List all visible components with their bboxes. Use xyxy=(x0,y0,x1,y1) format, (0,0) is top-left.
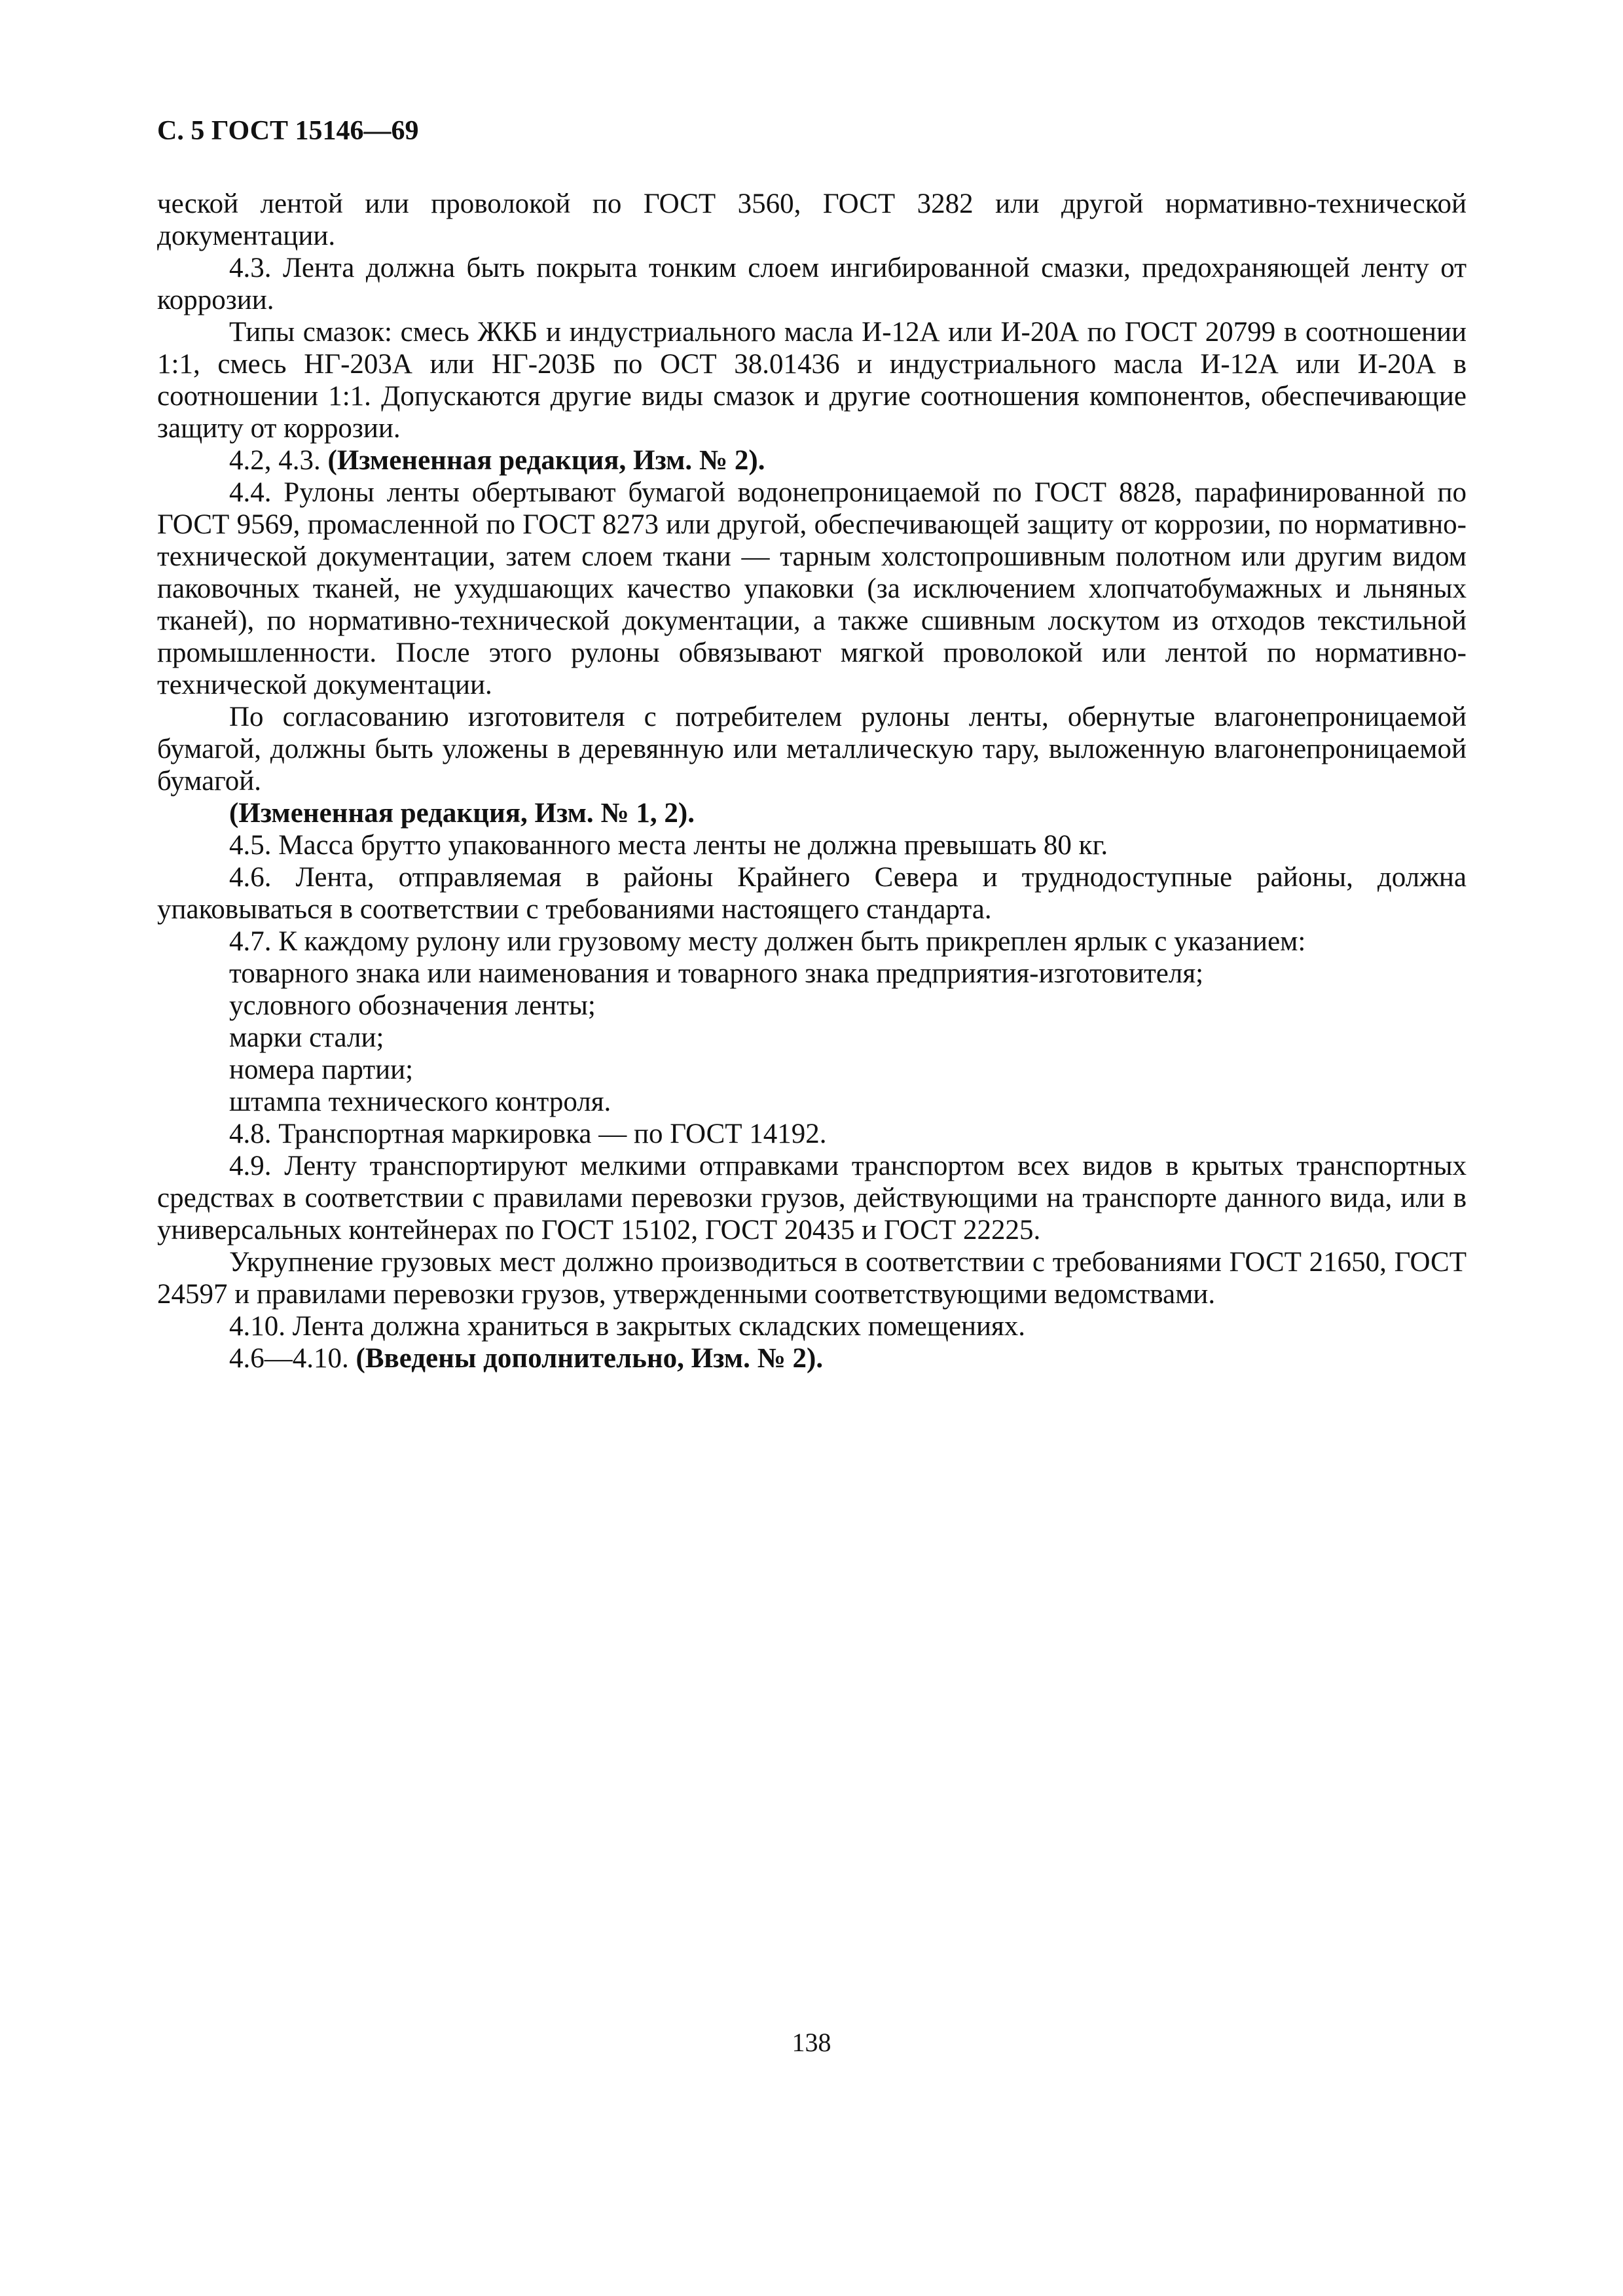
paragraph-4-9: 4.9. Ленту транспортируют мелкими отправками транспортом всех видов в крытых транспортных средствах в соответствии с правилами перевозки грузов, действующими на транспорте данного вида, или в универсальных контейнерах по ГОСТ 15102, ГОСТ 20435 и ГОСТ 22225. xyxy=(157,1151,1467,1246)
paragraph-4-7: 4.7. К каждому рулону или грузовому месту должен быть прикреплен ярлык с указанием: xyxy=(229,926,1306,957)
paragraph-lubricant-types: Типы смазок: смесь ЖКБ и индустриального масла И-12А или И-20А по ГОСТ 20799 в соотношении 1:1, смесь НГ-203А или НГ-203Б по ОСТ 38.01436 и индустриального масла И-12А или И-20А в соотношении 1:1. Допускаются другие виды смазок и другие соотношения компонентов, обеспечивающие защиту от коррозии. xyxy=(157,317,1467,444)
list-item: условного обозначения ленты; xyxy=(229,990,596,1021)
paragraph-packaging-agreement: По согласованию изготовителя с потребителем рулоны ленты, обернутые влагонепроницаемой бумагой, должны быть уложены в деревянную или металлическую тару, выложенную влагонепроницаемой бумагой. xyxy=(157,702,1467,797)
paragraph-continuation: ческой лентой или проволокой по ГОСТ 3560, ГОСТ 3282 или другой нормативно-технической документации. xyxy=(157,188,1467,251)
paragraph-4-3: 4.3. Лента должна быть покрыта тонким слоем ингибированной смазки, предохраняющей ленту от коррозии. xyxy=(157,253,1467,315)
amendment-ref: 4.2, 4.3. xyxy=(229,445,328,476)
amendment-text: (Измененная редакция, Изм. № 2). xyxy=(327,445,765,476)
page-number: 138 xyxy=(792,2028,831,2057)
amendment-note-1-2 xyxy=(157,797,1467,829)
list-item: штампа технического контроля. xyxy=(229,1086,611,1117)
list-item: марки стали; xyxy=(229,1022,384,1053)
paragraph-consolidation: Укрупнение грузовых мест должно производиться в соответствии с требованиями ГОСТ 21650, ГОСТ 24597 и правилами перевозки грузов, утвержденными соответствующими ведомствами. xyxy=(157,1247,1467,1310)
document-body xyxy=(157,188,1467,1374)
list-item: номера партии; xyxy=(229,1054,414,1085)
amendment-note-4-2-4-3 xyxy=(157,444,1467,476)
paragraph-4-10: 4.10. Лента должна храниться в закрытых складских помещениях. xyxy=(229,1311,1026,1342)
page-header: С. 5 ГОСТ 15146—69 xyxy=(157,116,419,146)
paragraph-4-4: 4.4. Рулоны ленты обертывают бумагой водонепроницаемой по ГОСТ 8828, парафинированной по ГОСТ 9569, промасленной по ГОСТ 8273 или другой, обеспечивающей защиту от коррозии, по нормативно-технической документации, затем слоем ткани — тарным холстопрошивным полотном или другим видом паковочных тканей, не ухудшающих качество упаковки (за исключением хлопчатобумажных и льняных тканей), по нормативно-технической документации, а также сшивным лоскутом из отходов текстильной промышленности. После этого рулоны обвязывают мягкой проволокой или лентой по нормативно-технической документации. xyxy=(157,477,1467,700)
paragraph-4-6: 4.6. Лента, отправляемая в районы Крайнего Севера и труднодоступные районы, должна упаковываться в соответствии с требованиями настоящего стандарта. xyxy=(157,862,1467,925)
amendment-ref: 4.6—4.10. xyxy=(229,1343,356,1374)
list-item: товарного знака или наименования и товарного знака предприятия-изготовителя; xyxy=(229,958,1204,989)
amendment-note-4-6-4-10 xyxy=(157,1342,1467,1374)
paragraph-4-5: 4.5. Масса брутто упакованного места ленты не должна превышать 80 кг. xyxy=(229,830,1108,861)
amendment-text: (Измененная редакция, Изм. № 1, 2). xyxy=(229,798,695,829)
amendment-text: (Введены дополнительно, Изм. № 2). xyxy=(356,1343,824,1374)
paragraph-4-8: 4.8. Транспортная маркировка — по ГОСТ 14192. xyxy=(229,1119,827,1149)
